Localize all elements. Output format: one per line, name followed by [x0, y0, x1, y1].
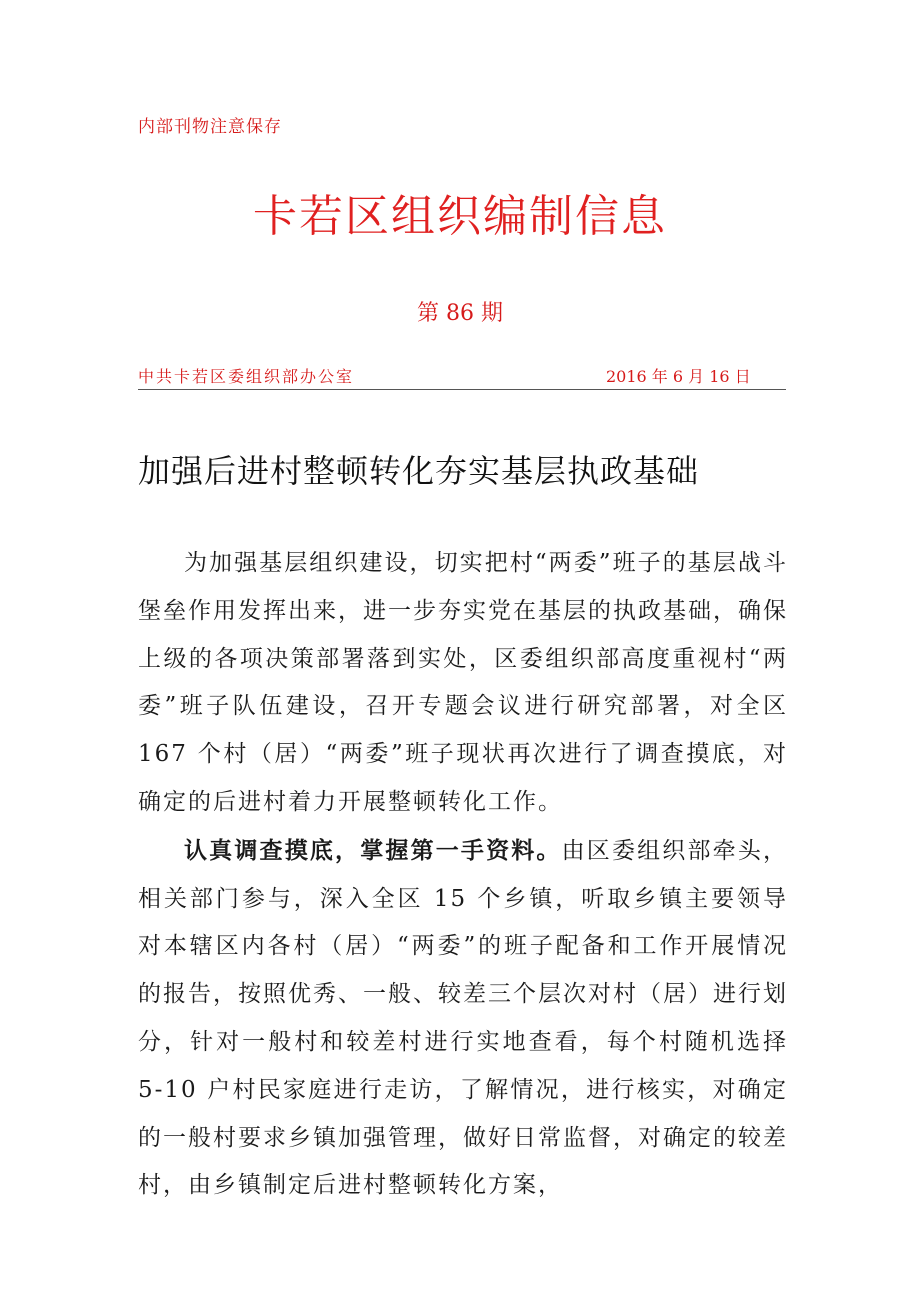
paragraph-2 — [138, 827, 788, 1210]
issue-number: 第 86 期 — [417, 301, 503, 326]
paragraph-2-text: 由区委组织部牵头，相关部门参与，深入全区 15 个乡镇，听取乡镇主要领导对本辖区内各村（居）“两委”的班子配备和工作开展情况的报告，按照优秀、一般、较差三个层次对村（居）进行划分，针对一般村和较差村进行实地查看，每个村随机选择 5-10 户村民家庭进行走访，了解情况，进行核实，对确定的一般村要求乡镇加强管理，做好日常监督，对确定的较差村，由乡镇制定后进村整顿转化方案， — [138, 837, 789, 1199]
confidential-notice: 内部刊物注意保存 — [138, 117, 282, 137]
publication-masthead: 卡若区组织编制信息 — [253, 191, 667, 242]
paragraph-2-lead: 认真调查摸底，掌握第一手资料。 — [184, 836, 562, 864]
issuing-office: 中共卡若区委组织部办公室 — [138, 367, 355, 386]
header-divider — [138, 389, 786, 390]
article-body — [138, 540, 788, 1210]
article-title: 加强后进村整顿转化夯实基层执政基础 — [138, 452, 700, 490]
publish-date: 2016 年 6 月 16 日 — [606, 367, 751, 386]
paragraph-1: 为加强基层组织建设，切实把村“两委”班子的基层战斗堡垒作用发挥出来，进一步夯实党在基层的执政基础，确保上级的各项决策部署落到实处，区委组织部高度重视村“两委”班子队伍建设，召开专题会议进行研究部署，对全区 167 个村（居）“两委”班子现状再次进行了调查摸底，对确定的后进村着力开展整顿转化工作。 — [138, 550, 788, 815]
